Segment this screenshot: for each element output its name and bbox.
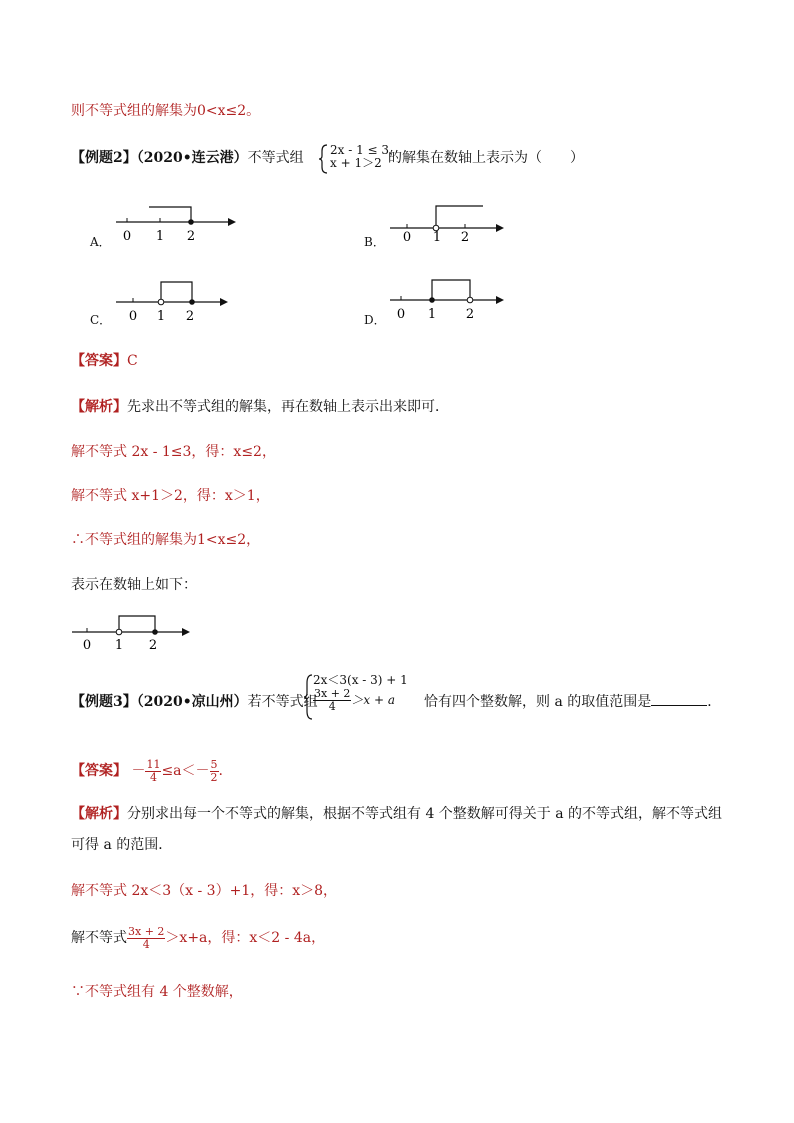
axis-arrow bbox=[228, 218, 236, 226]
axis-arrow bbox=[182, 628, 190, 636]
analysis3-step2-fraction bbox=[127, 926, 165, 951]
analysis3-step2-prefix: 解不等式 bbox=[71, 930, 127, 946]
example3-end: ． bbox=[707, 694, 722, 710]
solution-bracket bbox=[119, 616, 155, 632]
analysis3-step2 bbox=[71, 924, 325, 952]
answer3-fraction1-num: 11 bbox=[146, 757, 161, 771]
analysis2-step4: 表示在数轴上如下： bbox=[71, 577, 197, 593]
example3-source: （2020•凉山州） bbox=[136, 694, 248, 710]
tick-label-2: 2 bbox=[185, 309, 195, 324]
option-a-label[interactable]: A． bbox=[90, 235, 111, 249]
answer-blank[interactable] bbox=[651, 693, 707, 706]
analysis3-step2-num: 3x + 2 bbox=[128, 924, 165, 938]
example3-fraction bbox=[313, 688, 351, 713]
answer3-fraction1 bbox=[145, 759, 161, 784]
analysis2-tag: 【解析】 bbox=[71, 399, 127, 415]
tick-label-1: 1 bbox=[432, 230, 442, 244]
analysis2-intro bbox=[71, 398, 449, 416]
example2-tag: 【例题2】 bbox=[71, 150, 137, 166]
solution-ray bbox=[436, 206, 483, 228]
example2-suffix: 的解集在数轴上表示为（ ） bbox=[388, 150, 584, 166]
option-a-number-line[interactable] bbox=[112, 198, 242, 246]
tick-label-0: 0 bbox=[128, 309, 138, 324]
option-d-number-line[interactable] bbox=[386, 276, 512, 324]
tick-label-1: 1 bbox=[114, 638, 124, 653]
analysis3-step3: ∵不等式组有 4 个整数解， bbox=[71, 984, 243, 1000]
example3-question bbox=[71, 693, 318, 711]
example3-ineq2-rest: ＞x + a bbox=[351, 693, 396, 707]
answer3-fraction2 bbox=[210, 759, 219, 784]
example3-ineq2 bbox=[313, 688, 408, 713]
solution-bracket bbox=[432, 280, 470, 300]
analysis3-step1: 解不等式 2x＜3（x - 3）+1，得：x＞8， bbox=[71, 883, 338, 899]
example3-system bbox=[313, 674, 408, 713]
analysis2-step2: 解不等式 x+1＞2，得：x＞1， bbox=[71, 488, 270, 504]
analysis3-step2-den: 4 bbox=[142, 937, 150, 951]
analysis3-text1: 分别求出每一个不等式的解集，根据不等式组有 4 个整数解可得关于 a 的不等式组，解不等式组 bbox=[127, 806, 723, 822]
answer3-fraction2-num: 5 bbox=[210, 757, 218, 771]
option-c-number-line[interactable] bbox=[112, 276, 236, 324]
answer3-mid: ≤a＜－ bbox=[161, 763, 210, 779]
example2-brace bbox=[319, 144, 329, 174]
tick-label-0: 0 bbox=[122, 229, 132, 244]
answer2-value: C bbox=[127, 353, 138, 369]
example2-prefix: 不等式组 bbox=[247, 150, 304, 166]
example2-source: （2020•连云港） bbox=[136, 150, 248, 166]
analysis2-text: 先求出不等式组的解集，再在数轴上表示出来即可． bbox=[127, 399, 449, 415]
tick-label-2: 2 bbox=[148, 638, 158, 653]
answer3-fraction1-den: 4 bbox=[149, 770, 157, 784]
option-b-label[interactable]: B． bbox=[364, 235, 385, 249]
tick-label-0: 0 bbox=[396, 307, 406, 322]
analysis3-tag: 【解析】 bbox=[71, 806, 127, 822]
analysis2-step1: 解不等式 2x - 1≤3，得：x≤2， bbox=[71, 444, 276, 460]
example2-question bbox=[71, 149, 304, 167]
open-point bbox=[467, 297, 473, 303]
closed-point bbox=[429, 297, 435, 303]
answer3 bbox=[71, 756, 223, 786]
axis-arrow bbox=[496, 224, 504, 232]
analysis2-number-line bbox=[70, 608, 196, 654]
open-point bbox=[158, 299, 164, 305]
closed-point bbox=[152, 629, 158, 635]
tick-label-1: 1 bbox=[427, 307, 437, 322]
answer3-end: . bbox=[218, 763, 223, 779]
example3-fraction-num: 3x + 2 bbox=[314, 687, 351, 700]
answer2 bbox=[71, 352, 138, 370]
example2-ineq2: x + 1＞2 bbox=[330, 156, 382, 170]
analysis3-line1 bbox=[71, 805, 722, 823]
example2-ineq1: 2x - 1 ≤ 3， bbox=[330, 143, 402, 157]
answer3-minus1: － bbox=[131, 763, 146, 779]
example3-fraction-den: 4 bbox=[328, 700, 336, 713]
example3-prefix: 若不等式组 bbox=[247, 694, 318, 710]
tick-label-1: 1 bbox=[156, 309, 166, 324]
analysis3-step2-rest: ＞x+a，得：x＜2 - 4a， bbox=[165, 930, 326, 946]
option-c-label[interactable]: C． bbox=[90, 313, 112, 327]
previous-conclusion: 则不等式组的解集为0<x≤2。 bbox=[71, 103, 261, 119]
solution-bracket bbox=[161, 282, 192, 302]
example3-suffix-wrap bbox=[424, 693, 721, 711]
answer3-tag: 【答案】 bbox=[71, 763, 127, 779]
tick-label-2: 2 bbox=[186, 229, 196, 244]
example3-tag: 【例题3】 bbox=[71, 694, 137, 710]
closed-point bbox=[189, 299, 195, 305]
tick-label-2: 2 bbox=[460, 230, 470, 244]
analysis2-step3: ∴不等式组的解集为1<x≤2， bbox=[71, 532, 261, 548]
tick-label-0: 0 bbox=[402, 230, 412, 244]
example3-suffix: 恰有四个整数解，则 a 的取值范围是 bbox=[424, 694, 652, 710]
answer2-tag: 【答案】 bbox=[71, 353, 127, 369]
answer3-fraction2-den: 2 bbox=[210, 770, 218, 784]
tick-label-0: 0 bbox=[82, 638, 92, 653]
option-d-label[interactable]: D． bbox=[364, 313, 386, 327]
axis-arrow bbox=[220, 298, 228, 306]
closed-point bbox=[188, 219, 194, 225]
axis-arrow bbox=[496, 296, 504, 304]
tick-label-2: 2 bbox=[465, 307, 475, 322]
example3-ineq1: 2x＜3(x - 3) + 1 bbox=[313, 673, 408, 687]
analysis3-text2: 可得 a 的范围． bbox=[71, 837, 173, 853]
option-b-number-line[interactable] bbox=[386, 196, 510, 244]
solution-bracket bbox=[149, 207, 191, 222]
open-point bbox=[116, 629, 122, 635]
tick-label-1: 1 bbox=[155, 229, 165, 244]
